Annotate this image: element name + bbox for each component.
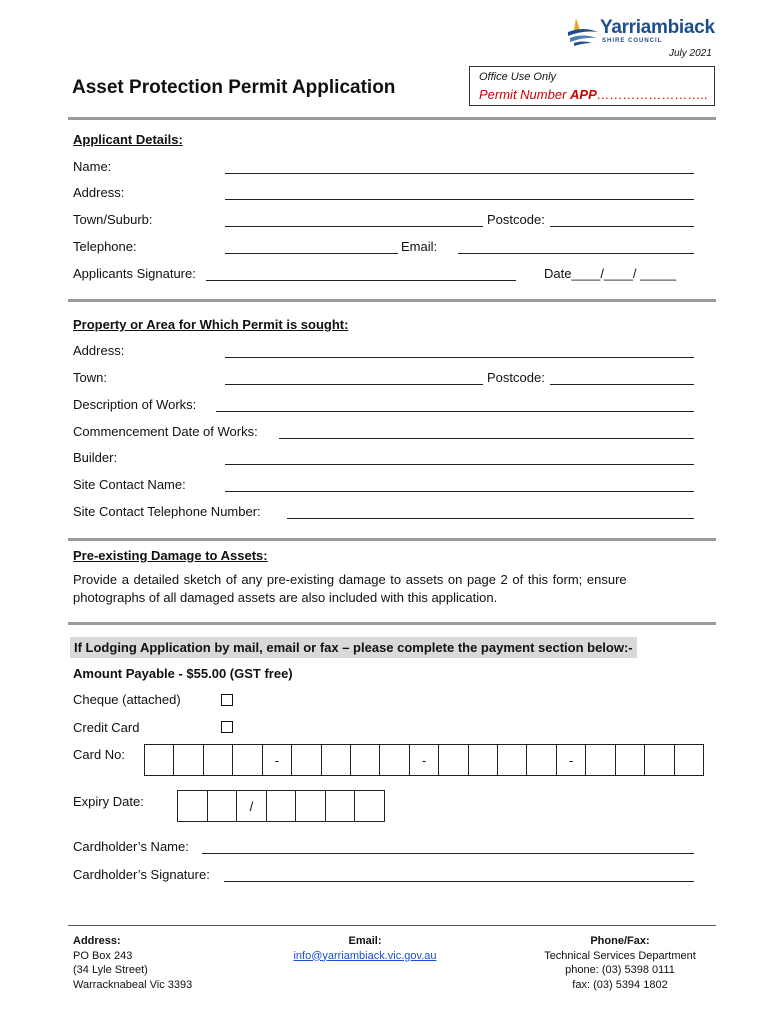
description-field[interactable] [216,411,694,412]
card-separator: - [557,745,586,775]
credit-card-checkbox[interactable] [221,721,233,733]
expiry-digit-box[interactable] [326,791,356,821]
expiry-digit-box[interactable] [296,791,326,821]
expiry-digit-box[interactable] [355,791,384,821]
card-number-label: Card No: [73,747,126,762]
footer-address-line: (34 Lyle Street) [73,964,148,976]
expiry-digit-box[interactable] [178,791,208,821]
amount-payable: Amount Payable - $55.00 (GST free) [73,666,293,681]
damage-text-line1: Provide a detailed sketch of any pre-existing damage to assets on page 2 of this form; ensure [73,572,627,587]
damage-heading: Pre-existing Damage to Assets: [73,548,268,563]
expiry-separator: / [237,791,267,821]
footer-phone-line: phone: (03) 5398 0111 [565,964,675,976]
expiry-digit-box[interactable] [267,791,297,821]
logo-wordmark: Yarriambiack [600,17,715,38]
applicant-address-label: Address: [73,185,125,200]
footer-phone-line: fax: (03) 5394 1802 [572,978,668,991]
expiry-label: Expiry Date: [73,794,144,809]
divider [68,538,716,541]
cheque-checkbox[interactable] [221,694,233,706]
applicant-signature-label: Applicants Signature: [73,266,196,281]
applicant-signature-field[interactable] [206,280,516,281]
footer-phone [520,934,720,992]
damage-text-line2: photographs of all damaged assets are also included with this application. [73,590,498,605]
card-separator: - [410,745,439,775]
credit-card-label: Credit Card [73,720,140,735]
card-digit-box[interactable] [322,745,351,775]
divider [68,117,716,120]
applicant-telephone-label: Telephone: [73,239,137,254]
applicant-email-field[interactable] [458,253,694,254]
property-town-field[interactable] [225,384,483,385]
card-digit-box[interactable] [174,745,203,775]
commencement-label: Commencement Date of Works: [73,424,258,439]
cardholder-signature-field[interactable] [224,881,694,882]
permit-number-prefix: Permit Number [479,87,571,102]
card-digit-box[interactable] [204,745,233,775]
cardholder-signature-label: Cardholder’s Signature: [73,867,210,882]
footer-email-link[interactable]: info@yarriambiack.vic.gov.au [293,949,437,962]
card-digit-box[interactable] [351,745,380,775]
applicant-postcode-label: Postcode: [487,212,545,227]
footer-email [280,934,450,963]
applicant-date-field[interactable]: Date____/____/ _____ [544,266,677,281]
divider [68,622,716,625]
card-digit-box[interactable] [675,745,703,775]
logo-mark-icon [566,16,600,48]
commencement-field[interactable] [279,438,694,439]
card-number-grid [144,744,704,776]
property-postcode-label: Postcode: [487,370,545,385]
card-digit-box[interactable] [469,745,498,775]
site-contact-label: Site Contact Name: [73,477,186,492]
permit-number-app: APP [570,87,597,102]
footer-address-line: Warracknabeal Vic 3393 [73,978,193,991]
applicant-address-field[interactable] [225,199,694,200]
card-digit-box[interactable] [586,745,615,775]
property-address-field[interactable] [225,357,694,358]
card-digit-box[interactable] [527,745,556,775]
applicant-postcode-field[interactable] [550,226,694,227]
card-digit-box[interactable] [292,745,321,775]
form-date: July 2021 [669,48,712,59]
site-contact-field[interactable] [225,491,694,492]
applicant-name-field[interactable] [225,173,694,174]
builder-field[interactable] [225,464,694,465]
applicant-town-field[interactable] [225,226,483,227]
cardholder-name-field[interactable] [202,853,694,854]
office-use-box [469,66,715,106]
page-title: Asset Protection Permit Application [72,77,396,98]
payment-heading [70,637,637,658]
card-digit-box[interactable] [498,745,527,775]
property-town-label: Town: [73,370,107,385]
payment-heading-text: If Lodging Application by mail, email or fax – please complete the payment section below:- [74,640,633,655]
property-heading: Property or Area for Which Permit is sought: [73,317,349,332]
card-digit-box[interactable] [645,745,674,775]
property-postcode-field[interactable] [550,384,694,385]
card-digit-box[interactable] [616,745,645,775]
footer-email-title: Email: [348,935,382,947]
footer-address [73,934,192,992]
card-digit-box[interactable] [145,745,174,775]
expiry-digit-box[interactable] [208,791,238,821]
cheque-label: Cheque (attached) [73,692,181,707]
builder-label: Builder: [73,450,118,465]
card-digit-box[interactable] [439,745,468,775]
card-separator: - [263,745,292,775]
permit-number-dots: …………………….. [596,87,708,102]
site-phone-field[interactable] [287,518,694,519]
applicant-heading: Applicant Details: [73,132,183,147]
applicant-name-label: Name: [73,159,112,174]
applicant-email-label: Email: [401,239,438,254]
card-digit-box[interactable] [380,745,409,775]
divider [68,299,716,302]
applicant-telephone-field[interactable] [225,253,398,254]
footer-phone-title: Phone/Fax: [590,935,650,947]
footer-address-title: Address: [73,935,121,947]
description-label: Description of Works: [73,397,197,412]
permit-number [479,87,708,102]
footer-phone-line: Technical Services Department [544,949,696,962]
cardholder-name-label: Cardholder’s Name: [73,839,189,854]
logo-subtitle: SHIRE COUNCIL [602,38,663,44]
card-digit-box[interactable] [233,745,262,775]
expiry-grid [177,790,385,822]
council-logo [566,16,716,50]
property-address-label: Address: [73,343,125,358]
office-use-label: Office Use Only [479,71,557,83]
footer-address-line: PO Box 243 [73,949,133,962]
applicant-town-label: Town/Suburb: [73,212,153,227]
footer-divider [68,925,716,926]
site-phone-label: Site Contact Telephone Number: [73,504,261,519]
